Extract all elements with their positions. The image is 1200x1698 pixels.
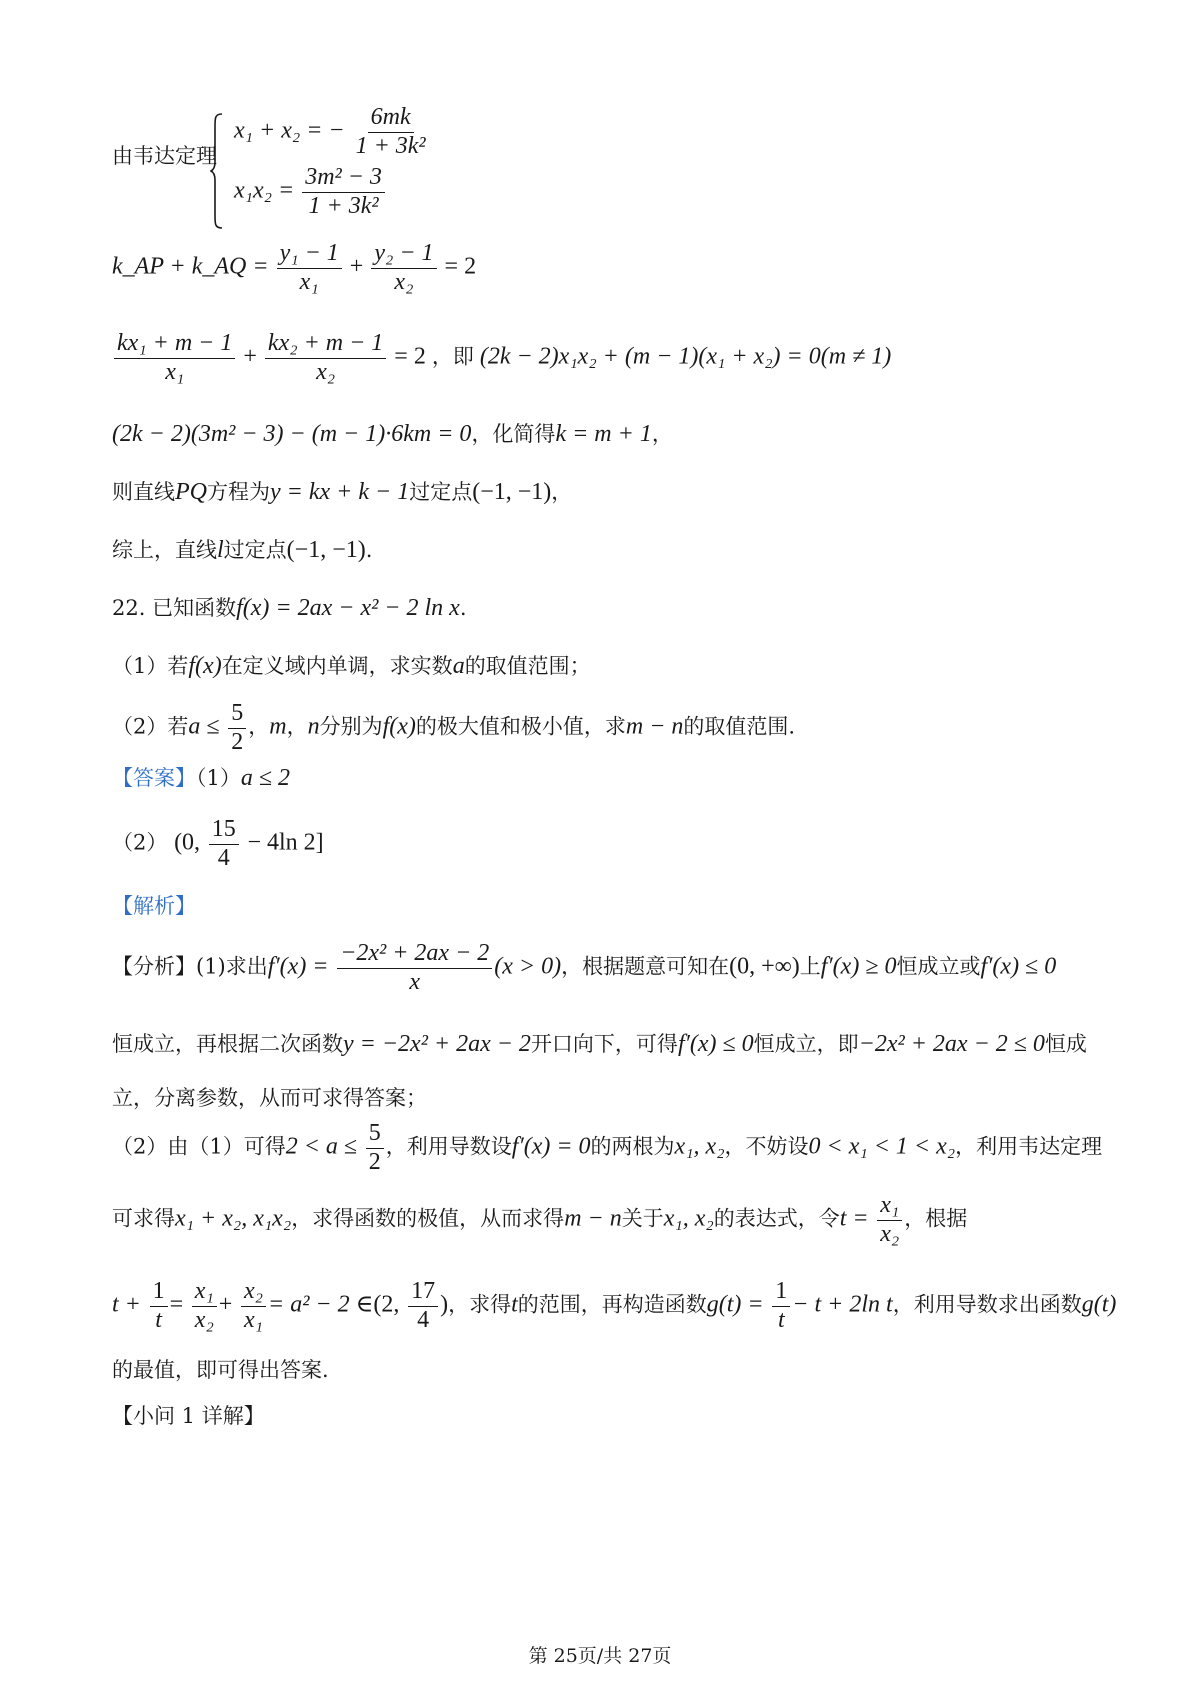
simplify-line: (2k − 2)(3m² − 3) − (m − 1)·6km = 0，化简得k = m + 1， bbox=[112, 421, 673, 447]
summary-statement: 综上，直线l过定点(−1, −1). bbox=[112, 537, 373, 563]
slope-sum-equation: k_AP + k_AQ = $\frac{\text{y₁ − 1}}{\text{x₁}}$ + $\frac{\text{y₂ − 1}}{\text{x₂}}$ = 2 bbox=[112, 240, 477, 295]
vieta-eq2: x₁x₂ = $\frac{\text{3m² − 3}}{\text{1 + 3k²}}$ bbox=[234, 164, 387, 220]
analysis-line-2: 恒成立，再根据二次函数y = −2x² + 2ax − 2开口向下，可得f′(x) ≤ 0恒成立，即−2x² + 2ax − 2 ≤ 0恒成 bbox=[112, 1031, 1087, 1057]
page-footer: 第 25页/共 27页 bbox=[528, 1645, 672, 1667]
analysis-line-4: （2）由（1）可得2 < a ≤ $\frac{5}{2}$ ，利用导数设f′(x) = 0的两根为x₁, x₂，不妨设0 < x₁ < 1 < x₂，利用韦达定理 bbox=[112, 1120, 1103, 1175]
answer-part-2: （2） (0, $\frac{15}{4}$ − 4ln 2] bbox=[112, 816, 324, 871]
vieta-label: 由韦达定理 bbox=[112, 144, 217, 168]
answer-part-1: 【答案】（1）a ≤ 2 bbox=[112, 765, 291, 791]
analysis-tag: 【解析】 bbox=[112, 894, 196, 918]
brace-icon bbox=[210, 112, 224, 230]
substituted-equation: $\frac{\text{kx₁ + m − 1}}{\text{x₁}}$ + $\frac{\text{kx₂ + m − 1}}{\text{x₂}}$ = 2 ，即 (2k − 2)x₁x₂ + (m − 1)(x₁ + x₂) = 0(m ≠ 1) bbox=[112, 330, 891, 386]
detail-tag: 【小问 1 详解】 bbox=[112, 1404, 265, 1428]
analysis-line-1: 【分析】(1)求出f′(x) = $\frac{\text{−2x² + 2ax − 2}}{x}$ (x > 0)，根据题意可知在(0, +∞)上f′(x) ≥ 0恒成立或f′(x) ≤ 0 bbox=[112, 940, 1057, 995]
problem-22-part-2: （2）若a ≤ $\frac{5}{2}$ ，m，n分别为f(x)的极大值和极小值，求m − n的取值范围. bbox=[112, 700, 796, 755]
analysis-line-3: 立，分离参数，从而可求得答案； bbox=[112, 1086, 427, 1110]
analysis-line-5: 可求得x₁ + x₂, x₁x₂，求得函数的极值，从而求得m − n关于x₁, x₂的表达式，令t = $\frac{\text{x₁}}{\text{x₂}}$ ，根据 bbox=[112, 1192, 968, 1247]
answer-tag: 【答案】 bbox=[112, 766, 196, 790]
analysis-line-7: 的最值，即可得出答案. bbox=[112, 1358, 329, 1382]
line-pq-statement: 则直线PQ方程为y = kx + k − 1过定点(−1, −1)， bbox=[112, 479, 573, 505]
vieta-eq1: x₁ + x₂ = − $\frac{6mk}{\text{1 + 3k²}}$ bbox=[234, 104, 426, 159]
problem-22-part-1: （1）若f(x)在定义域内单调，求实数a的取值范围； bbox=[112, 653, 591, 679]
analysis-line-6: t + $\frac{1}{t}$ = $\frac{\text{x₁}}{\text{x₂}}$ + $\frac{\text{x₂}}{\text{x₁}}$ = a² − 2 ∈(2, $\frac{17}{4}$ )，求得t的范围，再构造函数g(t) = $\frac{1}{t}$ − t + 2ln t，利用导数求出函数g(t) bbox=[112, 1278, 1117, 1333]
problem-22-statement: 22. 已知函数f(x) = 2ax − x² − 2 ln x. bbox=[112, 595, 467, 621]
